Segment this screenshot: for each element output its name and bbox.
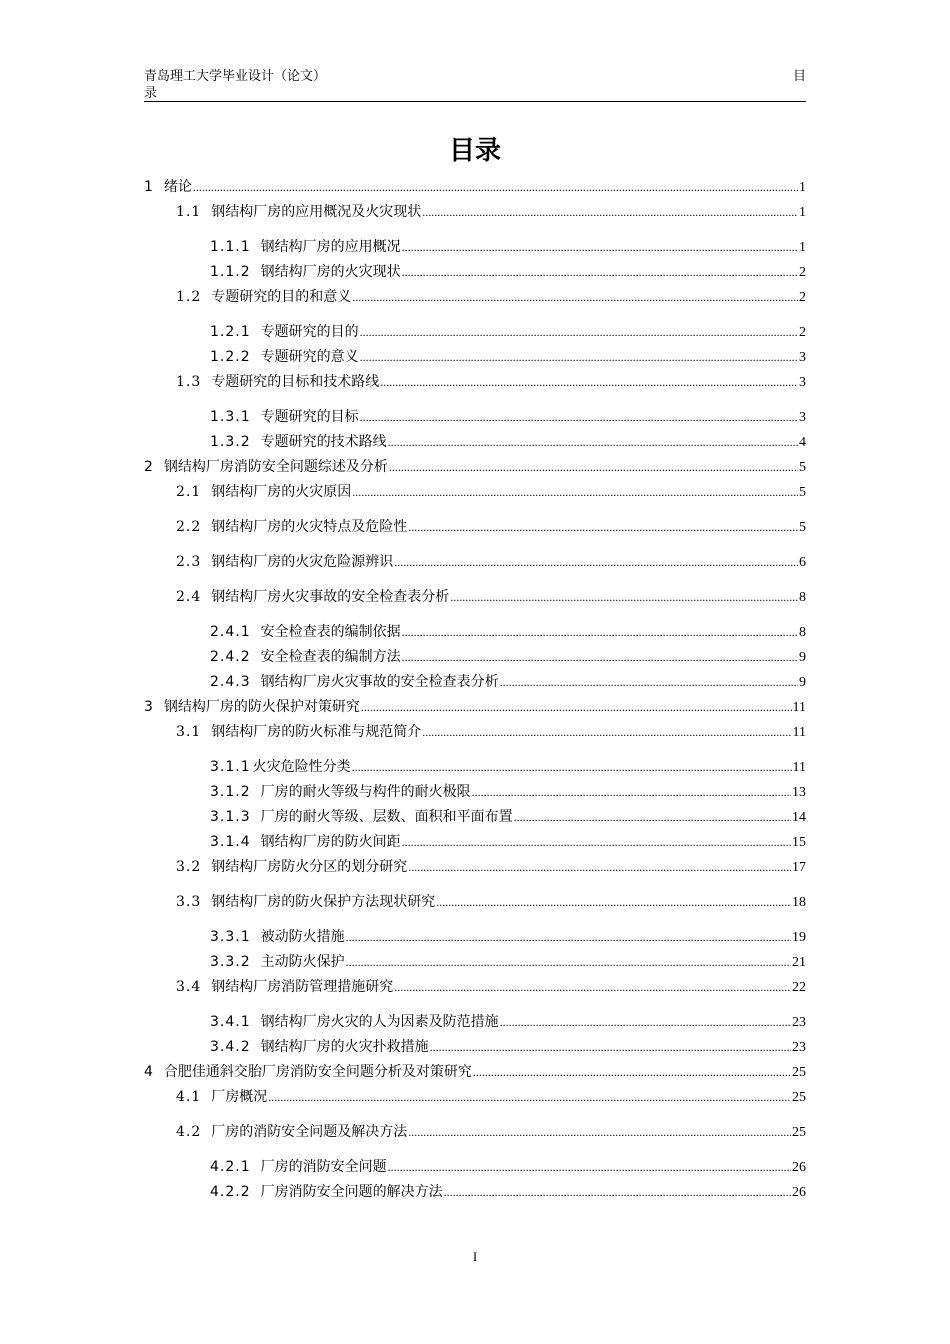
toc-leader-dots xyxy=(352,482,798,502)
page-header-right: 目 xyxy=(792,69,806,84)
toc-entry-title: 合肥佳通斜交胎厂房消防安全问题分析及对策研究 xyxy=(163,1064,472,1080)
toc-entry-page: 26 xyxy=(792,1185,806,1200)
page-title: 目录 xyxy=(448,136,501,166)
toc-leader-dots xyxy=(352,287,798,307)
toc-entry-page: 13 xyxy=(792,785,806,800)
toc-entry[interactable] xyxy=(176,587,806,607)
toc-leader-dots xyxy=(500,672,798,692)
toc-entry-title: 厂房的耐火等级与构件的耐火极限 xyxy=(260,784,471,800)
toc-entry[interactable] xyxy=(144,1062,806,1082)
toc-entry[interactable] xyxy=(210,832,806,852)
toc-leader-dots xyxy=(360,407,798,427)
toc-entry[interactable] xyxy=(210,347,806,367)
toc-entry[interactable] xyxy=(210,782,806,802)
toc-leader-dots xyxy=(402,262,798,282)
toc-entry[interactable] xyxy=(176,892,806,912)
toc-leader-dots xyxy=(360,322,798,342)
toc-entry-page: 1 xyxy=(799,180,806,195)
toc-entry-number: 1.3 xyxy=(176,374,202,390)
toc-entry-title: 厂房的消防安全问题及解决方法 xyxy=(211,1124,408,1140)
toc-entry-page: 26 xyxy=(792,1160,806,1175)
toc-entry-title: 钢结构厂房火灾的人为因素及防范措施 xyxy=(260,1014,499,1030)
toc-leader-dots xyxy=(361,697,792,717)
toc-leader-dots xyxy=(500,1012,791,1032)
toc-entry-title: 被动防火措施 xyxy=(260,929,345,945)
toc-entry-title: 钢结构厂房火灾事故的安全检查表分析 xyxy=(211,589,450,605)
toc-entry[interactable] xyxy=(176,1087,806,1107)
header-school-title: 青岛理工大学毕业设计（论文） xyxy=(144,69,327,84)
toc-entry-title: 绪论 xyxy=(163,179,192,195)
toc-entry-number: 2.3 xyxy=(176,554,202,570)
toc-entry-title: 钢结构厂房的火灾原因 xyxy=(211,484,352,500)
toc-entry-number: 3.2 xyxy=(176,859,202,875)
toc-entry-number: 2.4.1 xyxy=(210,624,251,640)
toc-entry-page: 3 xyxy=(799,410,806,425)
toc-entry[interactable] xyxy=(176,552,806,572)
toc-leader-dots xyxy=(193,177,798,197)
toc-entry-number: 2.4.2 xyxy=(210,649,251,665)
toc-leader-dots xyxy=(514,807,791,827)
toc-entry-title: 钢结构厂房消防管理措施研究 xyxy=(211,979,394,995)
toc-leader-dots xyxy=(402,622,798,642)
toc-entry[interactable] xyxy=(176,287,806,307)
toc-entry-page: 5 xyxy=(799,485,806,500)
toc-leader-dots xyxy=(472,782,791,802)
toc-leader-dots xyxy=(352,757,792,777)
toc-entry-page: 3 xyxy=(799,375,806,390)
toc-entry[interactable] xyxy=(210,927,806,947)
toc-entry-title: 厂房消防安全问题的解决方法 xyxy=(260,1184,443,1200)
toc-entry-number: 3 xyxy=(144,699,154,715)
toc-entry-title: 钢结构厂房的火灾特点及危险性 xyxy=(211,519,408,535)
toc-entry[interactable] xyxy=(210,237,806,257)
toc-entry[interactable] xyxy=(210,622,806,642)
toc-entry-page: 2 xyxy=(799,325,806,340)
toc-entry-number: 3.4 xyxy=(176,979,202,995)
toc-leader-dots xyxy=(408,517,798,537)
toc-entry-number: 3.3 xyxy=(176,894,202,910)
toc-entry-page: 1 xyxy=(799,205,806,220)
toc-entry-number: 1.3.2 xyxy=(210,434,251,450)
toc-leader-dots xyxy=(473,1062,791,1082)
toc-entry-page: 19 xyxy=(792,930,806,945)
toc-leader-dots xyxy=(394,977,791,997)
toc-leader-dots xyxy=(436,892,791,912)
toc-entry[interactable] xyxy=(210,952,806,972)
toc-entry-number: 3.4.1 xyxy=(210,1014,251,1030)
toc-entry-page: 9 xyxy=(799,675,806,690)
toc-entry-page: 5 xyxy=(799,460,806,475)
toc-entry[interactable] xyxy=(210,262,806,282)
toc-entry-number: 2.2 xyxy=(176,519,202,535)
toc-entry-page: 3 xyxy=(799,350,806,365)
toc-entry-page: 23 xyxy=(792,1040,806,1055)
toc-leader-dots xyxy=(450,587,798,607)
toc-entry[interactable] xyxy=(210,672,806,692)
toc-entry-title: 专题研究的技术路线 xyxy=(260,434,387,450)
toc-entry-number: 3.1.3 xyxy=(210,809,251,825)
toc-leader-dots xyxy=(380,372,798,392)
toc-entry-page: 21 xyxy=(792,955,806,970)
toc-leader-dots xyxy=(422,722,791,742)
toc-entry-page: 14 xyxy=(792,810,806,825)
toc-leader-dots xyxy=(346,952,791,972)
toc-leader-dots xyxy=(422,202,798,222)
toc-entry-title: 专题研究的意义 xyxy=(260,349,359,365)
toc-entry-number: 1 xyxy=(144,179,154,195)
page-number: I xyxy=(472,1249,478,1264)
toc-entry[interactable] xyxy=(210,1157,806,1177)
toc-entry-number: 3.4.2 xyxy=(210,1039,251,1055)
toc-entry-title: 厂房的耐火等级、层数、面积和平面布置 xyxy=(260,809,513,825)
toc-entry[interactable] xyxy=(210,1182,806,1202)
toc-leader-dots xyxy=(360,347,798,367)
toc-entry-title: 钢结构厂房的火灾扑救措施 xyxy=(260,1039,429,1055)
toc-entry-title: 专题研究的目的 xyxy=(260,324,359,340)
toc-entry-number: 1.2.2 xyxy=(210,349,251,365)
toc-entry[interactable] xyxy=(210,1037,806,1057)
toc-entry-number: 4.2.2 xyxy=(210,1184,251,1200)
toc-entry-title: 专题研究的目标和技术路线 xyxy=(211,374,380,390)
header-continued-char: 录 xyxy=(144,86,158,101)
toc-entry-number: 3.1.4 xyxy=(210,834,251,850)
toc-leader-dots xyxy=(388,1157,791,1177)
toc-entry-page: 1 xyxy=(799,240,806,255)
toc-entry[interactable] xyxy=(144,177,806,197)
toc-entry-page: 6 xyxy=(799,555,806,570)
toc-entry-number: 4 xyxy=(144,1064,154,1080)
toc-entry-title: 主动防火保护 xyxy=(260,954,345,970)
toc-entry-page: 23 xyxy=(792,1015,806,1030)
toc-entry-title: 专题研究的目的和意义 xyxy=(211,289,352,305)
toc-entry-number: 4.2 xyxy=(176,1124,202,1140)
toc-entry[interactable] xyxy=(176,482,806,502)
toc-entry-title: 钢结构厂房的防火间距 xyxy=(260,834,401,850)
toc-entry-title: 钢结构厂房火灾事故的安全检查表分析 xyxy=(260,674,499,690)
toc-entry-number: 2.1 xyxy=(176,484,202,500)
toc-entry-page: 25 xyxy=(792,1065,806,1080)
toc-entry-page: 2 xyxy=(799,265,806,280)
toc-entry-title: 钢结构厂房的火灾危险源辨识 xyxy=(211,554,394,570)
toc-entry[interactable] xyxy=(210,807,806,827)
toc-entry-number: 1.2 xyxy=(176,289,202,305)
toc-entry-page: 25 xyxy=(792,1125,806,1140)
toc-entry[interactable] xyxy=(210,1012,806,1032)
toc-entry[interactable] xyxy=(210,322,806,342)
toc-entry[interactable] xyxy=(210,432,806,452)
toc-entry-number: 2.4.3 xyxy=(210,674,251,690)
toc-entry-title: 钢结构厂房的防火标准与规范简介 xyxy=(211,724,422,740)
toc-entry-title: 安全检查表的编制方法 xyxy=(260,649,401,665)
toc-entry-title: 钢结构厂房的防火保护对策研究 xyxy=(163,699,360,715)
toc-entry-page: 2 xyxy=(799,290,806,305)
toc-entry-page: 11 xyxy=(792,700,806,715)
toc-leader-dots xyxy=(268,1087,791,1107)
toc-leader-dots xyxy=(346,927,791,947)
toc-entry[interactable] xyxy=(210,757,806,777)
toc-entry-title: 钢结构厂房的应用概况及火灾现状 xyxy=(211,204,422,220)
toc-entry-page: 22 xyxy=(792,980,806,995)
toc-entry[interactable] xyxy=(176,202,806,222)
toc-entry[interactable] xyxy=(176,722,806,742)
toc-leader-dots xyxy=(394,552,798,572)
toc-entry-page: 18 xyxy=(792,895,806,910)
toc-entry-number: 4.2.1 xyxy=(210,1159,251,1175)
toc-entry[interactable] xyxy=(144,697,806,717)
toc-entry[interactable] xyxy=(176,517,806,537)
toc-entry-title: 厂房概况 xyxy=(211,1089,268,1105)
toc-entry-number: 2 xyxy=(144,459,154,475)
toc-entry[interactable] xyxy=(176,857,806,877)
toc-entry-number: 1.1.2 xyxy=(210,264,251,280)
toc-entry-title: 钢结构厂房的火灾现状 xyxy=(260,264,401,280)
toc-entry-page: 4 xyxy=(799,435,806,450)
toc-entry-page: 11 xyxy=(792,725,806,740)
toc-leader-dots xyxy=(402,647,798,667)
toc-entry-title: 钢结构厂房防火分区的划分研究 xyxy=(211,859,408,875)
toc-entry-title: 火灾危险性分类 xyxy=(252,759,351,775)
toc-leader-dots xyxy=(444,1182,791,1202)
toc-entry[interactable] xyxy=(176,977,806,997)
toc-entry-page: 8 xyxy=(799,625,806,640)
toc-entry-number: 1.2.1 xyxy=(210,324,251,340)
toc-entry-number: 1.1 xyxy=(176,204,202,220)
toc-entry-page: 15 xyxy=(792,835,806,850)
toc-entry-number: 4.1 xyxy=(176,1089,202,1105)
toc-entry-number: 1.1.1 xyxy=(210,239,251,255)
toc-entry-number: 2.4 xyxy=(176,589,202,605)
toc-leader-dots xyxy=(402,832,791,852)
toc-entry-title: 厂房的消防安全问题 xyxy=(260,1159,387,1175)
toc-entry-page: 25 xyxy=(792,1090,806,1105)
toc-entry[interactable] xyxy=(176,372,806,392)
toc-leader-dots xyxy=(388,432,798,452)
toc-entry[interactable] xyxy=(210,407,806,427)
toc-entry-number: 3.3.2 xyxy=(210,954,251,970)
toc-leader-dots xyxy=(408,1122,791,1142)
toc-entry-title: 钢结构厂房的防火保护方法现状研究 xyxy=(211,894,436,910)
toc-entry-title: 钢结构厂房消防安全问题综述及分析 xyxy=(163,459,388,475)
toc-entry[interactable] xyxy=(210,647,806,667)
toc-entry-number: 3.1.2 xyxy=(210,784,251,800)
toc-entry-number: 3.1.1 xyxy=(210,759,251,775)
toc-entry-title: 钢结构厂房的应用概况 xyxy=(260,239,401,255)
toc-entry-title: 安全检查表的编制依据 xyxy=(260,624,401,640)
toc-leader-dots xyxy=(389,457,798,477)
toc-entry[interactable] xyxy=(144,457,806,477)
toc-entry-title: 专题研究的目标 xyxy=(260,409,359,425)
toc-entry-page: 8 xyxy=(799,590,806,605)
toc-entry-page: 9 xyxy=(799,650,806,665)
toc-entry-number: 3.3.1 xyxy=(210,929,251,945)
toc-leader-dots xyxy=(408,857,791,877)
toc-entry-page: 11 xyxy=(792,760,806,775)
toc-entry-number: 1.3.1 xyxy=(210,409,251,425)
toc-entry-page: 5 xyxy=(799,520,806,535)
toc-leader-dots xyxy=(402,237,798,257)
toc-entry[interactable] xyxy=(176,1122,806,1142)
toc-entry-page: 17 xyxy=(792,860,806,875)
toc-leader-dots xyxy=(430,1037,791,1057)
toc-entry-number: 3.1 xyxy=(176,724,202,740)
